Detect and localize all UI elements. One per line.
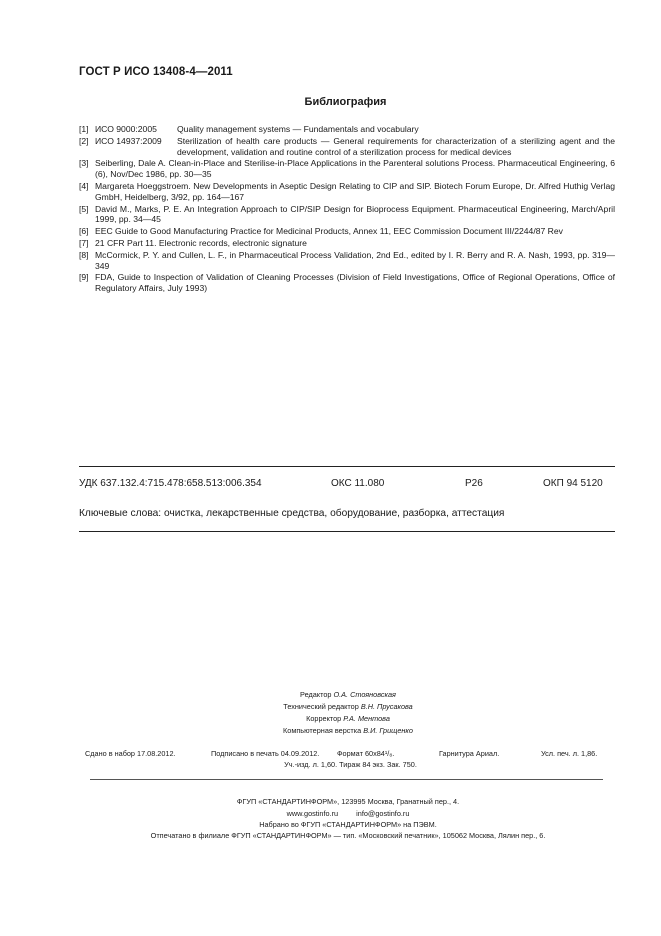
website: www.gostinfo.ru xyxy=(286,809,339,818)
okp-code: ОКП 94 5120 xyxy=(543,478,603,489)
reference-text: David M., Marks, P. E. An Integration Approach to CIP/SIP Design for Bioprocess Equipment. Pharmaceutical Engineering, March/April 1999, pp. 34—45 xyxy=(95,203,615,225)
reference-item xyxy=(79,181,615,203)
reference-item xyxy=(79,204,615,226)
bibliography-title: Библиография xyxy=(304,96,387,108)
reference-text: 21 CFR Part 11. Electronic records, electronic signature xyxy=(95,237,307,248)
divider xyxy=(90,779,603,780)
imprint-corrector xyxy=(0,713,661,724)
r-code: Р26 xyxy=(465,478,483,489)
paper-format: Формат 60x84¹/₈. xyxy=(337,749,395,758)
layout-name: В.И. Грищенко xyxy=(363,726,413,735)
bibliography-list xyxy=(79,124,615,295)
print-sheets: Усл. печ. л. 1,86. xyxy=(541,749,598,758)
reference-number: [6] xyxy=(79,226,89,237)
reference-number: [3] xyxy=(79,158,89,169)
divider xyxy=(79,466,615,467)
reference-number: [7] xyxy=(79,237,89,248)
reference-text: Seiberling, Dale A. Clean-in-Place and Sterilise-in-Place Applications in the Parenteral solutions Process. Pharmaceutical Engineering, 6 (6), Nov/Dec 1986, pp. 30—35 xyxy=(95,158,615,180)
reference-item xyxy=(79,272,615,294)
standard-number: ГОСТ Р ИСО 13408-4—2011 xyxy=(79,66,233,78)
signed-date: Подписано в печать 04.09.2012. xyxy=(211,749,320,758)
reference-number: [8] xyxy=(79,249,89,260)
layout-label: Компьютерная верстка xyxy=(283,726,362,735)
reference-item xyxy=(79,250,615,272)
reference-text: Margareta Hoeggstroem. New Developments in Aseptic Design Relating to CIP and SIP. Biotech Forum Europe, Dr. Alfred Huthig Verlag GmbH, Heidelberg, 3/92, pp. 164—167 xyxy=(95,180,615,202)
reference-text: FDA, Guide to Inspection of Validation of Cleaning Processes (Division of Field Investigations, Office of Regional Operations, Office of Regulatory Affairs, July 1993) xyxy=(95,272,615,294)
typeface: Гарнитура Ариал. xyxy=(439,749,500,758)
reference-number: [9] xyxy=(79,272,89,283)
publisher-address: ФГУП «СТАНДАРТИНФОРМ», 123995 Москва, Гранатный пер., 4. xyxy=(236,797,460,806)
corrector-label: Корректор xyxy=(306,714,342,723)
publication-details: Уч.-изд. л. 1,60. Тираж 84 экз. Зак. 750. xyxy=(284,760,417,769)
reference-code: ИСО 14937:2009 xyxy=(95,135,162,146)
reference-text: McCormick, P. Y. and Cullen, L. F., in Pharmaceutical Process Validation, 2nd Ed., edited by I. R. Berry and R. A. Nash, 1993, pp. 319—349 xyxy=(95,249,615,271)
reference-number: [4] xyxy=(79,180,89,191)
imprint-layout xyxy=(0,725,661,736)
reference-number: [5] xyxy=(79,203,89,214)
divider xyxy=(79,531,615,532)
imprint-editor xyxy=(0,689,661,700)
printer-note: Отпечатано в филиале ФГУП «СТАНДАРТИНФОРМ» — тип. «Московский печатник», 105062 Москва, Лялин пер., 6. xyxy=(150,831,546,840)
editor-label: Редактор xyxy=(300,690,332,699)
corrector-name: Р.А. Ментова xyxy=(343,714,390,723)
reference-item xyxy=(79,226,615,237)
reference-text: Sterilization of health care products — General requirements for characterization of a sterilizing agent and the development, validation and routine control of a sterilization process for medical devices xyxy=(177,135,615,157)
reference-code: ИСО 9000:2005 xyxy=(95,124,157,134)
submitted-date: Сдано в набор 17.08.2012. xyxy=(85,749,176,758)
oks-code: ОКС 11.080 xyxy=(331,478,385,489)
tech-editor-label: Технический редактор xyxy=(283,702,359,711)
editor-name: О.А. Стояновская xyxy=(333,690,396,699)
reference-item xyxy=(79,158,615,180)
publisher-contacts xyxy=(0,809,661,818)
reference-text: Quality management systems — Fundamentals and vocabulary xyxy=(177,124,419,134)
imprint-tech-editor xyxy=(0,701,661,712)
reference-number: [1] xyxy=(79,124,89,134)
tech-editor-name: В.Н. Прусакова xyxy=(360,702,413,711)
reference-number: [2] xyxy=(79,135,89,146)
typeset-note: Набрано во ФГУП «СТАНДАРТИНФОРМ» на ПЭВМ. xyxy=(259,820,437,829)
keywords: Ключевые слова: очистка, лекарственные средства, оборудование, разборка, аттестация xyxy=(79,508,505,519)
reference-text: EEC Guide to Good Manufacturing Practice for Medicinal Products, Annex 11, EEC Commission Document III/2244/87 Rev xyxy=(95,226,563,237)
udk-code: УДК 637.132.4:715.478:658.513:006.354 xyxy=(79,478,262,489)
reference-item xyxy=(79,136,615,158)
reference-item xyxy=(79,124,615,135)
email: info@gostinfo.ru xyxy=(356,809,410,818)
reference-item xyxy=(79,238,615,249)
